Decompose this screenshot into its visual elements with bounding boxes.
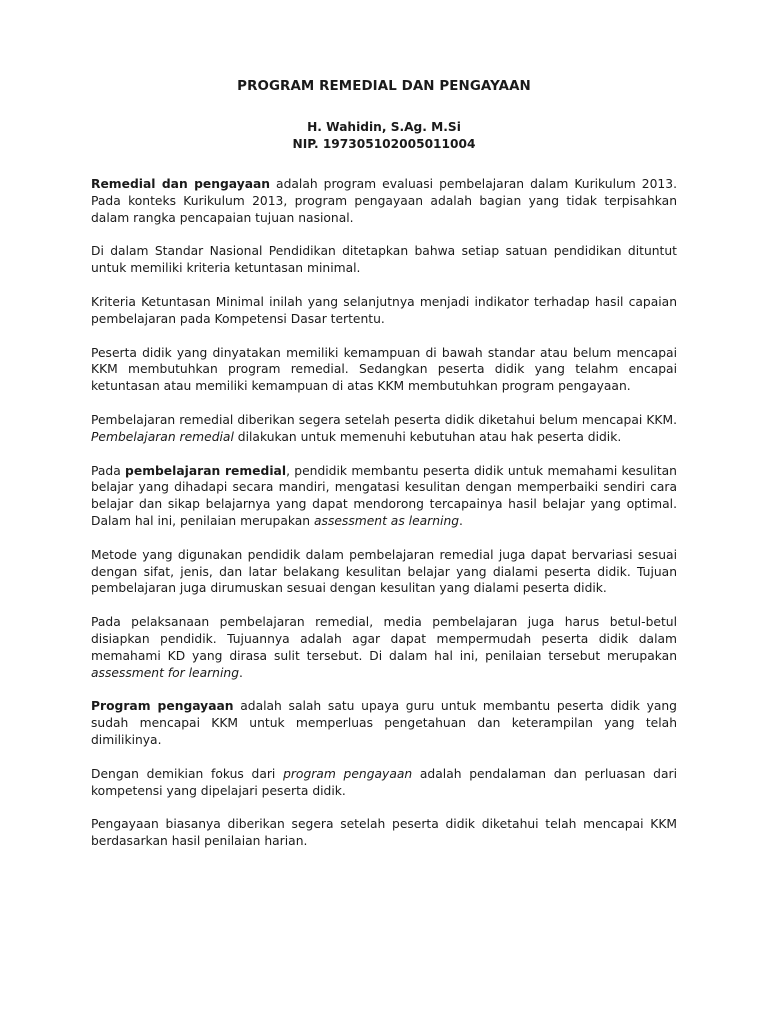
italic-text: assessment as learning xyxy=(314,513,460,528)
author-nip: NIP. 197305102005011004 xyxy=(292,137,476,151)
paragraph-text: Peserta didik yang dinyatakan memiliki kemampuan di bawah standar atau belum mencapai KKM membutuhkan program remedial. Sedangkan peserta didik yang telahm encapai ketuntasan atau memiliki kemampuan di atas KKM membutuhkan program pengayaan. xyxy=(91,345,677,394)
author-name: H. Wahidin, S.Ag. M.Si xyxy=(307,120,461,134)
body-paragraph xyxy=(91,547,677,597)
body-paragraph xyxy=(91,176,677,226)
italic-text: program pengayaan xyxy=(283,766,413,781)
bold-text: Remedial dan pengayaan xyxy=(91,177,271,191)
italic-text: assessment for learning xyxy=(91,665,239,680)
body-paragraph xyxy=(91,463,677,530)
paragraph-text: adalah salah satu upaya guru untuk membantu peserta didik yang sudah mencapai KKM untuk memperluas pengetahuan dan keterampilan yang telah dimilikinya. xyxy=(91,699,677,747)
document-body xyxy=(91,176,677,850)
paragraph-text: Pada xyxy=(91,463,126,478)
paragraph-text: dilakukan untuk memenuhi kebutuhan atau hak peserta didik. xyxy=(233,429,622,444)
paragraph-text: , pendidik membantu peserta didik untuk memahami kesulitan belajar yang dihadapi secara mandiri, mengatasi kesulitan dengan memperbaiki sendiri cara belajar dan sikap belajarnya yang dapat mendorong tercapainya hasil belajar yang optimal. Dalam hal ini, penilaian merupakan xyxy=(91,463,677,528)
paragraph-text: . xyxy=(459,513,463,528)
body-paragraph xyxy=(91,614,677,681)
paragraph-text: Di dalam Standar Nasional Pendidikan ditetapkan bahwa setiap satuan pendidikan dituntut untuk memiliki kriteria ketuntasan minimal. xyxy=(91,244,677,276)
paragraph-text: Pengayaan biasanya diberikan segera setelah peserta didik diketahui telah mencapai KKM berdasarkan hasil penilaian harian. xyxy=(91,817,677,849)
document-title: PROGRAM REMEDIAL DAN PENGAYAAN xyxy=(237,79,531,94)
paragraph-text: Pembelajaran remedial diberikan segera setelah peserta didik diketahui belum mencapai KKM. xyxy=(91,412,677,427)
body-paragraph xyxy=(91,243,677,277)
paragraph-text: Kriteria Ketuntasan Minimal inilah yang selanjutnya menjadi indikator terhadap hasil capaian pembelajaran pada Kompetensi Dasar tertentu. xyxy=(91,294,677,326)
paragraph-text: Dengan demikian fokus dari xyxy=(91,766,284,781)
paragraph-text: . xyxy=(239,665,243,680)
paragraph-text: adalah pendalaman dan perluasan dari kompetensi yang dipelajari peserta didik. xyxy=(91,766,677,798)
body-paragraph xyxy=(91,816,677,850)
paragraph-text: Pada pelaksanaan pembelajaran remedial, media pembelajaran juga harus betul-betul disiapkan pendidik. Tujuannya adalah agar dapat mempermudah peserta didik dalam memahami KD yang dirasa sulit tersebut. Di dalam hal ini, penilaian tersebut merupakan xyxy=(91,615,677,663)
author-block xyxy=(91,119,677,153)
bold-text: Program pengayaan xyxy=(91,699,234,714)
body-paragraph xyxy=(91,412,677,446)
body-paragraph xyxy=(91,766,677,800)
body-paragraph xyxy=(91,345,677,395)
body-paragraph xyxy=(91,294,677,328)
italic-text: Pembelajaran remedial xyxy=(91,429,234,444)
body-paragraph xyxy=(91,698,677,748)
paragraph-text: adalah program evaluasi pembelajaran dalam Kurikulum 2013. Pada konteks Kurikulum 2013, program pengayaan adalah bagian yang tidak terpisahkan dalam rangka pencapaian tujuan nasional. xyxy=(91,177,677,225)
bold-text: pembelajaran remedial xyxy=(125,463,287,478)
paragraph-text: Metode yang digunakan pendidik dalam pembelajaran remedial juga dapat bervariasi sesuai dengan sifat, jenis, dan latar belakang kesulitan belajar yang dialami peserta didik. Tujuan pembelajaran juga dirumuskan sesuai dengan kesulitan yang dialami peserta didik. xyxy=(91,547,677,596)
